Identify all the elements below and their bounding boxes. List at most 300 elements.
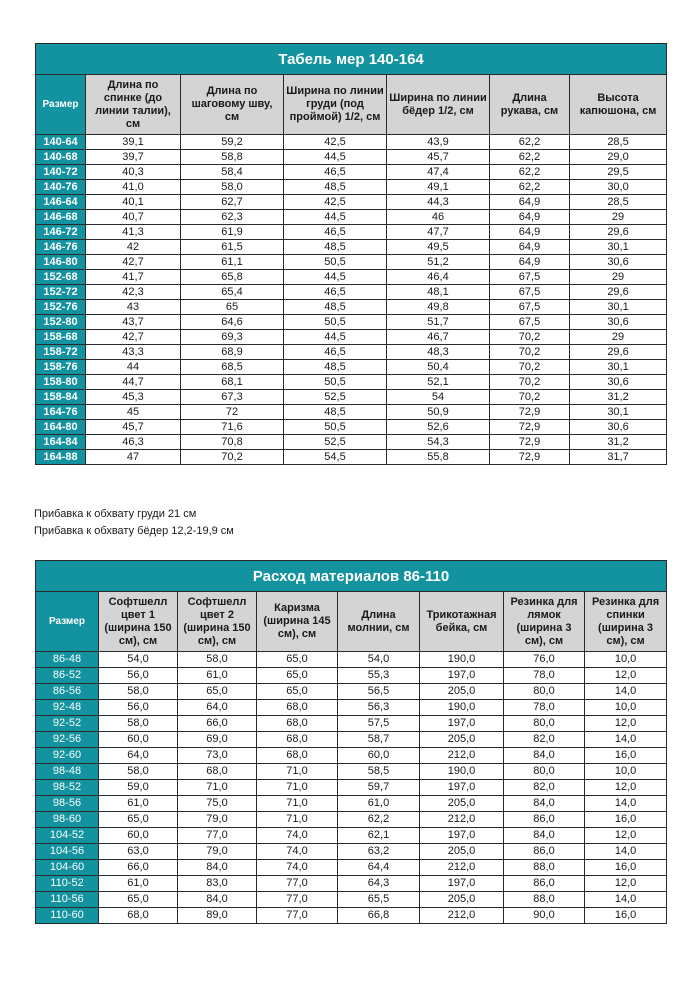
measurements-size-cell: 152-80	[36, 315, 86, 330]
materials-value-cell: 82,0	[504, 780, 585, 796]
measurements-value-cell: 70,2	[181, 450, 284, 465]
materials-row	[36, 908, 667, 924]
measurements-row	[36, 285, 667, 300]
materials-value-cell: 10,0	[585, 652, 667, 668]
measurements-value-cell: 72	[181, 405, 284, 420]
materials-value-cell: 65,0	[257, 684, 338, 700]
materials-header-5: Трикотажная бейка, см	[420, 592, 504, 652]
measurements-value-cell: 40,1	[86, 195, 181, 210]
measurements-row	[36, 165, 667, 180]
measurements-size-cell: 158-76	[36, 360, 86, 375]
materials-value-cell: 58,0	[99, 684, 178, 700]
measurements-row	[36, 255, 667, 270]
measurements-value-cell: 46,5	[284, 165, 387, 180]
measurements-value-cell: 29	[570, 210, 667, 225]
measurements-value-cell: 67,5	[490, 300, 570, 315]
materials-value-cell: 68,0	[257, 700, 338, 716]
materials-value-cell: 84,0	[504, 748, 585, 764]
measurements-value-cell: 52,5	[284, 435, 387, 450]
measurements-value-cell: 41,7	[86, 270, 181, 285]
materials-value-cell: 86,0	[504, 876, 585, 892]
measurements-value-cell: 30,6	[570, 420, 667, 435]
measurements-row	[36, 270, 667, 285]
materials-value-cell: 82,0	[504, 732, 585, 748]
measurements-value-cell: 39,1	[86, 135, 181, 150]
materials-value-cell: 78,0	[504, 668, 585, 684]
measurements-value-cell: 48,5	[284, 360, 387, 375]
materials-value-cell: 56,3	[338, 700, 420, 716]
materials-header-6: Резинка для лямок (ширина 3 см), см	[504, 592, 585, 652]
materials-value-cell: 61,0	[178, 668, 257, 684]
materials-value-cell: 77,0	[178, 828, 257, 844]
measurements-value-cell: 31,7	[570, 450, 667, 465]
materials-size-cell: 104-56	[36, 844, 99, 860]
materials-value-cell: 12,0	[585, 780, 667, 796]
measurements-size-cell: 164-84	[36, 435, 86, 450]
materials-header-0: Размер	[36, 592, 99, 652]
measurements-value-cell: 42,5	[284, 135, 387, 150]
measurements-value-cell: 44,5	[284, 330, 387, 345]
materials-value-cell: 80,0	[504, 716, 585, 732]
measurements-value-cell: 54,3	[387, 435, 490, 450]
materials-value-cell: 86,0	[504, 812, 585, 828]
materials-value-cell: 75,0	[178, 796, 257, 812]
materials-value-cell: 65,0	[257, 668, 338, 684]
materials-value-cell: 197,0	[420, 716, 504, 732]
measurements-value-cell: 49,1	[387, 180, 490, 195]
materials-row	[36, 828, 667, 844]
measurements-value-cell: 59,2	[181, 135, 284, 150]
measurements-row	[36, 420, 667, 435]
materials-value-cell: 56,0	[99, 668, 178, 684]
materials-value-cell: 74,0	[257, 828, 338, 844]
materials-size-cell: 104-60	[36, 860, 99, 876]
materials-value-cell: 66,0	[99, 860, 178, 876]
materials-value-cell: 205,0	[420, 684, 504, 700]
materials-value-cell: 74,0	[257, 844, 338, 860]
materials-value-cell: 205,0	[420, 844, 504, 860]
materials-value-cell: 56,0	[99, 700, 178, 716]
measurements-value-cell: 44	[86, 360, 181, 375]
materials-row	[36, 652, 667, 668]
measurements-value-cell: 64,6	[181, 315, 284, 330]
measurements-value-cell: 58,0	[181, 180, 284, 195]
measurements-value-cell: 72,9	[490, 405, 570, 420]
measurements-row	[36, 150, 667, 165]
measurements-value-cell: 42,5	[284, 195, 387, 210]
measurements-value-cell: 30,1	[570, 300, 667, 315]
measurements-row	[36, 330, 667, 345]
measurements-value-cell: 70,2	[490, 345, 570, 360]
measurements-value-cell: 67,5	[490, 270, 570, 285]
measurements-value-cell: 30,0	[570, 180, 667, 195]
materials-value-cell: 66,8	[338, 908, 420, 924]
materials-value-cell: 60,0	[99, 828, 178, 844]
materials-value-cell: 73,0	[178, 748, 257, 764]
materials-size-cell: 92-48	[36, 700, 99, 716]
measurements-value-cell: 52,5	[284, 390, 387, 405]
measurements-value-cell: 43	[86, 300, 181, 315]
measurements-value-cell: 64,9	[490, 225, 570, 240]
materials-row	[36, 876, 667, 892]
materials-row	[36, 812, 667, 828]
measurements-row	[36, 315, 667, 330]
measurements-value-cell: 70,2	[490, 330, 570, 345]
measurements-value-cell: 61,5	[181, 240, 284, 255]
materials-value-cell: 60,0	[338, 748, 420, 764]
measurements-value-cell: 70,2	[490, 360, 570, 375]
materials-size-cell: 86-48	[36, 652, 99, 668]
measurements-value-cell: 42,7	[86, 330, 181, 345]
materials-value-cell: 65,5	[338, 892, 420, 908]
measurements-size-cell: 164-76	[36, 405, 86, 420]
measurements-size-cell: 158-80	[36, 375, 86, 390]
measurements-value-cell: 46,4	[387, 270, 490, 285]
materials-value-cell: 77,0	[257, 892, 338, 908]
measurements-value-cell: 50,5	[284, 315, 387, 330]
measurements-value-cell: 68,5	[181, 360, 284, 375]
measurements-row	[36, 135, 667, 150]
measurements-header-4: Ширина по линии бёдер 1/2, см	[387, 75, 490, 135]
materials-value-cell: 54,0	[99, 652, 178, 668]
materials-value-cell: 59,0	[99, 780, 178, 796]
measurements-value-cell: 49,5	[387, 240, 490, 255]
measurements-header-3: Ширина по линии груди (под проймой) 1/2, см	[284, 75, 387, 135]
materials-value-cell: 65,0	[99, 892, 178, 908]
measurements-header-2: Длина по шаговому шву, см	[181, 75, 284, 135]
materials-value-cell: 14,0	[585, 684, 667, 700]
materials-size-cell: 110-56	[36, 892, 99, 908]
measurements-value-cell: 31,2	[570, 390, 667, 405]
measurements-value-cell: 67,5	[490, 315, 570, 330]
materials-value-cell: 197,0	[420, 828, 504, 844]
measurements-value-cell: 50,4	[387, 360, 490, 375]
measurements-value-cell: 61,9	[181, 225, 284, 240]
materials-value-cell: 84,0	[504, 796, 585, 812]
measurements-value-cell: 44,5	[284, 270, 387, 285]
measurements-value-cell: 61,1	[181, 255, 284, 270]
materials-value-cell: 58,5	[338, 764, 420, 780]
materials-value-cell: 78,0	[504, 700, 585, 716]
measurements-value-cell: 43,7	[86, 315, 181, 330]
materials-size-cell: 98-56	[36, 796, 99, 812]
measurements-value-cell: 46,3	[86, 435, 181, 450]
materials-value-cell: 74,0	[257, 860, 338, 876]
measurements-value-cell: 44,5	[284, 210, 387, 225]
measurements-value-cell: 43,3	[86, 345, 181, 360]
materials-value-cell: 65,0	[99, 812, 178, 828]
materials-value-cell: 77,0	[257, 908, 338, 924]
materials-size-cell: 92-60	[36, 748, 99, 764]
measurements-value-cell: 70,2	[490, 375, 570, 390]
measurements-value-cell: 58,8	[181, 150, 284, 165]
materials-row	[36, 764, 667, 780]
materials-value-cell: 16,0	[585, 748, 667, 764]
materials-value-cell: 76,0	[504, 652, 585, 668]
materials-value-cell: 86,0	[504, 844, 585, 860]
measurements-size-cell: 152-68	[36, 270, 86, 285]
materials-header-3: Каризма (ширина 145 см), см	[257, 592, 338, 652]
materials-header-1: Софтшелл цвет 1 (ширина 150 см), см	[99, 592, 178, 652]
measurements-value-cell: 64,9	[490, 255, 570, 270]
materials-value-cell: 84,0	[178, 860, 257, 876]
measurements-value-cell: 47	[86, 450, 181, 465]
measurements-size-cell: 158-68	[36, 330, 86, 345]
materials-size-cell: 98-48	[36, 764, 99, 780]
measurements-value-cell: 44,7	[86, 375, 181, 390]
materials-size-cell: 86-52	[36, 668, 99, 684]
measurements-value-cell: 62,3	[181, 210, 284, 225]
measurements-row	[36, 390, 667, 405]
measurements-value-cell: 45,7	[387, 150, 490, 165]
materials-value-cell: 64,0	[99, 748, 178, 764]
materials-value-cell: 16,0	[585, 908, 667, 924]
measurements-value-cell: 52,1	[387, 375, 490, 390]
measurements-value-cell: 46	[387, 210, 490, 225]
materials-header-7: Резинка для спинки (ширина 3 см), см	[585, 592, 667, 652]
measurements-header-5: Длина рукава, см	[490, 75, 570, 135]
materials-value-cell: 14,0	[585, 844, 667, 860]
measurements-value-cell: 70,2	[490, 390, 570, 405]
materials-value-cell: 79,0	[178, 812, 257, 828]
materials-value-cell: 57,5	[338, 716, 420, 732]
measurements-size-cell: 146-72	[36, 225, 86, 240]
materials-value-cell: 71,0	[178, 780, 257, 796]
materials-value-cell: 65,0	[178, 684, 257, 700]
measurements-row	[36, 240, 667, 255]
measurements-table	[35, 43, 667, 465]
measurements-value-cell: 41,3	[86, 225, 181, 240]
materials-value-cell: 68,0	[178, 764, 257, 780]
materials-value-cell: 197,0	[420, 780, 504, 796]
materials-value-cell: 61,0	[338, 796, 420, 812]
measurements-value-cell: 54	[387, 390, 490, 405]
measurements-value-cell: 39,7	[86, 150, 181, 165]
materials-row	[36, 716, 667, 732]
measurements-value-cell: 65,8	[181, 270, 284, 285]
measurements-value-cell: 48,5	[284, 240, 387, 255]
materials-header-4: Длина молнии, см	[338, 592, 420, 652]
materials-value-cell: 66,0	[178, 716, 257, 732]
measurements-value-cell: 46,5	[284, 225, 387, 240]
materials-table-title: Расход материалов 86-110	[36, 561, 667, 592]
materials-value-cell: 64,3	[338, 876, 420, 892]
materials-value-cell: 80,0	[504, 764, 585, 780]
materials-header-2: Софтшелл цвет 2 (ширина 150 см), см	[178, 592, 257, 652]
measurements-value-cell: 50,9	[387, 405, 490, 420]
materials-value-cell: 205,0	[420, 892, 504, 908]
materials-row	[36, 748, 667, 764]
measurements-size-cell: 158-72	[36, 345, 86, 360]
measurements-row	[36, 345, 667, 360]
measurements-size-cell: 158-84	[36, 390, 86, 405]
measurements-size-cell: 140-64	[36, 135, 86, 150]
materials-row	[36, 796, 667, 812]
measurements-value-cell: 72,9	[490, 420, 570, 435]
measurements-value-cell: 62,2	[490, 135, 570, 150]
materials-value-cell: 79,0	[178, 844, 257, 860]
measurements-size-cell: 140-72	[36, 165, 86, 180]
measurements-value-cell: 28,5	[570, 195, 667, 210]
measurements-value-cell: 44,3	[387, 195, 490, 210]
measurements-size-cell: 146-76	[36, 240, 86, 255]
measurements-header-0: Размер	[36, 75, 86, 135]
materials-row	[36, 892, 667, 908]
measurements-value-cell: 48,5	[284, 405, 387, 420]
materials-value-cell: 90,0	[504, 908, 585, 924]
measurements-value-cell: 58,4	[181, 165, 284, 180]
measurements-value-cell: 29,6	[570, 225, 667, 240]
materials-value-cell: 63,2	[338, 844, 420, 860]
materials-row	[36, 844, 667, 860]
materials-value-cell: 68,0	[257, 732, 338, 748]
measurements-value-cell: 43,9	[387, 135, 490, 150]
measurements-row	[36, 360, 667, 375]
measurements-value-cell: 47,7	[387, 225, 490, 240]
measurements-header-6: Высота капюшона, см	[570, 75, 667, 135]
materials-value-cell: 60,0	[99, 732, 178, 748]
materials-value-cell: 83,0	[178, 876, 257, 892]
measurements-value-cell: 42,7	[86, 255, 181, 270]
materials-value-cell: 54,0	[338, 652, 420, 668]
materials-value-cell: 190,0	[420, 700, 504, 716]
materials-value-cell: 68,0	[99, 908, 178, 924]
measurements-value-cell: 72,9	[490, 450, 570, 465]
materials-value-cell: 58,0	[178, 652, 257, 668]
measurements-value-cell: 62,2	[490, 165, 570, 180]
materials-value-cell: 69,0	[178, 732, 257, 748]
measurements-value-cell: 42	[86, 240, 181, 255]
materials-value-cell: 56,5	[338, 684, 420, 700]
measurements-value-cell: 30,6	[570, 255, 667, 270]
measurements-value-cell: 52,6	[387, 420, 490, 435]
measurements-value-cell: 62,2	[490, 150, 570, 165]
measurements-value-cell: 67,5	[490, 285, 570, 300]
materials-row	[36, 780, 667, 796]
materials-value-cell: 71,0	[257, 796, 338, 812]
materials-value-cell: 14,0	[585, 892, 667, 908]
measurements-value-cell: 64,9	[490, 210, 570, 225]
measurements-value-cell: 30,6	[570, 375, 667, 390]
materials-value-cell: 64,4	[338, 860, 420, 876]
measurements-size-cell: 140-68	[36, 150, 86, 165]
measurements-value-cell: 31,2	[570, 435, 667, 450]
measurements-value-cell: 51,7	[387, 315, 490, 330]
materials-value-cell: 64,0	[178, 700, 257, 716]
materials-value-cell: 84,0	[178, 892, 257, 908]
measurements-value-cell: 30,1	[570, 360, 667, 375]
materials-value-cell: 12,0	[585, 828, 667, 844]
measurements-value-cell: 64,9	[490, 240, 570, 255]
measurements-value-cell: 62,7	[181, 195, 284, 210]
measurements-value-cell: 47,4	[387, 165, 490, 180]
materials-row	[36, 860, 667, 876]
materials-value-cell: 71,0	[257, 780, 338, 796]
materials-value-cell: 190,0	[420, 764, 504, 780]
materials-value-cell: 205,0	[420, 732, 504, 748]
materials-value-cell: 68,0	[257, 716, 338, 732]
measurements-row	[36, 300, 667, 315]
measurements-size-cell: 152-72	[36, 285, 86, 300]
materials-value-cell: 205,0	[420, 796, 504, 812]
materials-value-cell: 14,0	[585, 732, 667, 748]
materials-value-cell: 71,0	[257, 812, 338, 828]
measurements-size-cell: 152-76	[36, 300, 86, 315]
measurements-size-cell: 140-76	[36, 180, 86, 195]
measurements-value-cell: 29	[570, 330, 667, 345]
materials-value-cell: 61,0	[99, 876, 178, 892]
measurements-value-cell: 48,5	[284, 180, 387, 195]
materials-value-cell: 12,0	[585, 668, 667, 684]
measurements-value-cell: 64,9	[490, 195, 570, 210]
measurements-value-cell: 46,5	[284, 285, 387, 300]
materials-size-cell: 98-52	[36, 780, 99, 796]
measurements-value-cell: 45	[86, 405, 181, 420]
measurements-row	[36, 180, 667, 195]
materials-size-cell: 98-60	[36, 812, 99, 828]
measurements-header-1: Длина по спинке (до линии талии), см	[86, 75, 181, 135]
measurements-value-cell: 68,1	[181, 375, 284, 390]
measurements-value-cell: 29,5	[570, 165, 667, 180]
measurements-value-cell: 42,3	[86, 285, 181, 300]
materials-value-cell: 212,0	[420, 748, 504, 764]
measurements-row	[36, 435, 667, 450]
measurements-value-cell: 62,2	[490, 180, 570, 195]
chest-allowance-note: Прибавка к обхвату груди 21 см	[34, 508, 197, 520]
measurements-value-cell: 44,5	[284, 150, 387, 165]
measurements-value-cell: 46,7	[387, 330, 490, 345]
measurements-value-cell: 48,1	[387, 285, 490, 300]
measurements-size-cell: 164-88	[36, 450, 86, 465]
measurements-value-cell: 50,5	[284, 375, 387, 390]
measurements-value-cell: 50,5	[284, 420, 387, 435]
measurements-size-cell: 146-64	[36, 195, 86, 210]
measurements-value-cell: 67,3	[181, 390, 284, 405]
measurements-value-cell: 40,7	[86, 210, 181, 225]
measurements-value-cell: 29,6	[570, 285, 667, 300]
measurements-table-title: Табель мер 140-164	[36, 44, 667, 75]
materials-value-cell: 84,0	[504, 828, 585, 844]
measurements-value-cell: 71,6	[181, 420, 284, 435]
materials-value-cell: 55,3	[338, 668, 420, 684]
measurements-row	[36, 225, 667, 240]
materials-value-cell: 190,0	[420, 652, 504, 668]
measurements-value-cell: 30,6	[570, 315, 667, 330]
materials-value-cell: 62,1	[338, 828, 420, 844]
measurements-value-cell: 50,5	[284, 255, 387, 270]
measurements-value-cell: 55,8	[387, 450, 490, 465]
measurements-row	[36, 195, 667, 210]
materials-value-cell: 88,0	[504, 892, 585, 908]
measurements-value-cell: 29	[570, 270, 667, 285]
measurements-row	[36, 450, 667, 465]
measurements-value-cell: 65,4	[181, 285, 284, 300]
measurements-value-cell: 51,2	[387, 255, 490, 270]
measurements-value-cell: 45,3	[86, 390, 181, 405]
materials-size-cell: 110-60	[36, 908, 99, 924]
materials-value-cell: 16,0	[585, 860, 667, 876]
measurements-value-cell: 48,5	[284, 300, 387, 315]
materials-value-cell: 58,0	[99, 716, 178, 732]
materials-value-cell: 212,0	[420, 908, 504, 924]
materials-value-cell: 61,0	[99, 796, 178, 812]
materials-row	[36, 668, 667, 684]
materials-value-cell: 88,0	[504, 860, 585, 876]
materials-row	[36, 700, 667, 716]
measurements-value-cell: 72,9	[490, 435, 570, 450]
materials-size-cell: 92-56	[36, 732, 99, 748]
materials-value-cell: 59,7	[338, 780, 420, 796]
